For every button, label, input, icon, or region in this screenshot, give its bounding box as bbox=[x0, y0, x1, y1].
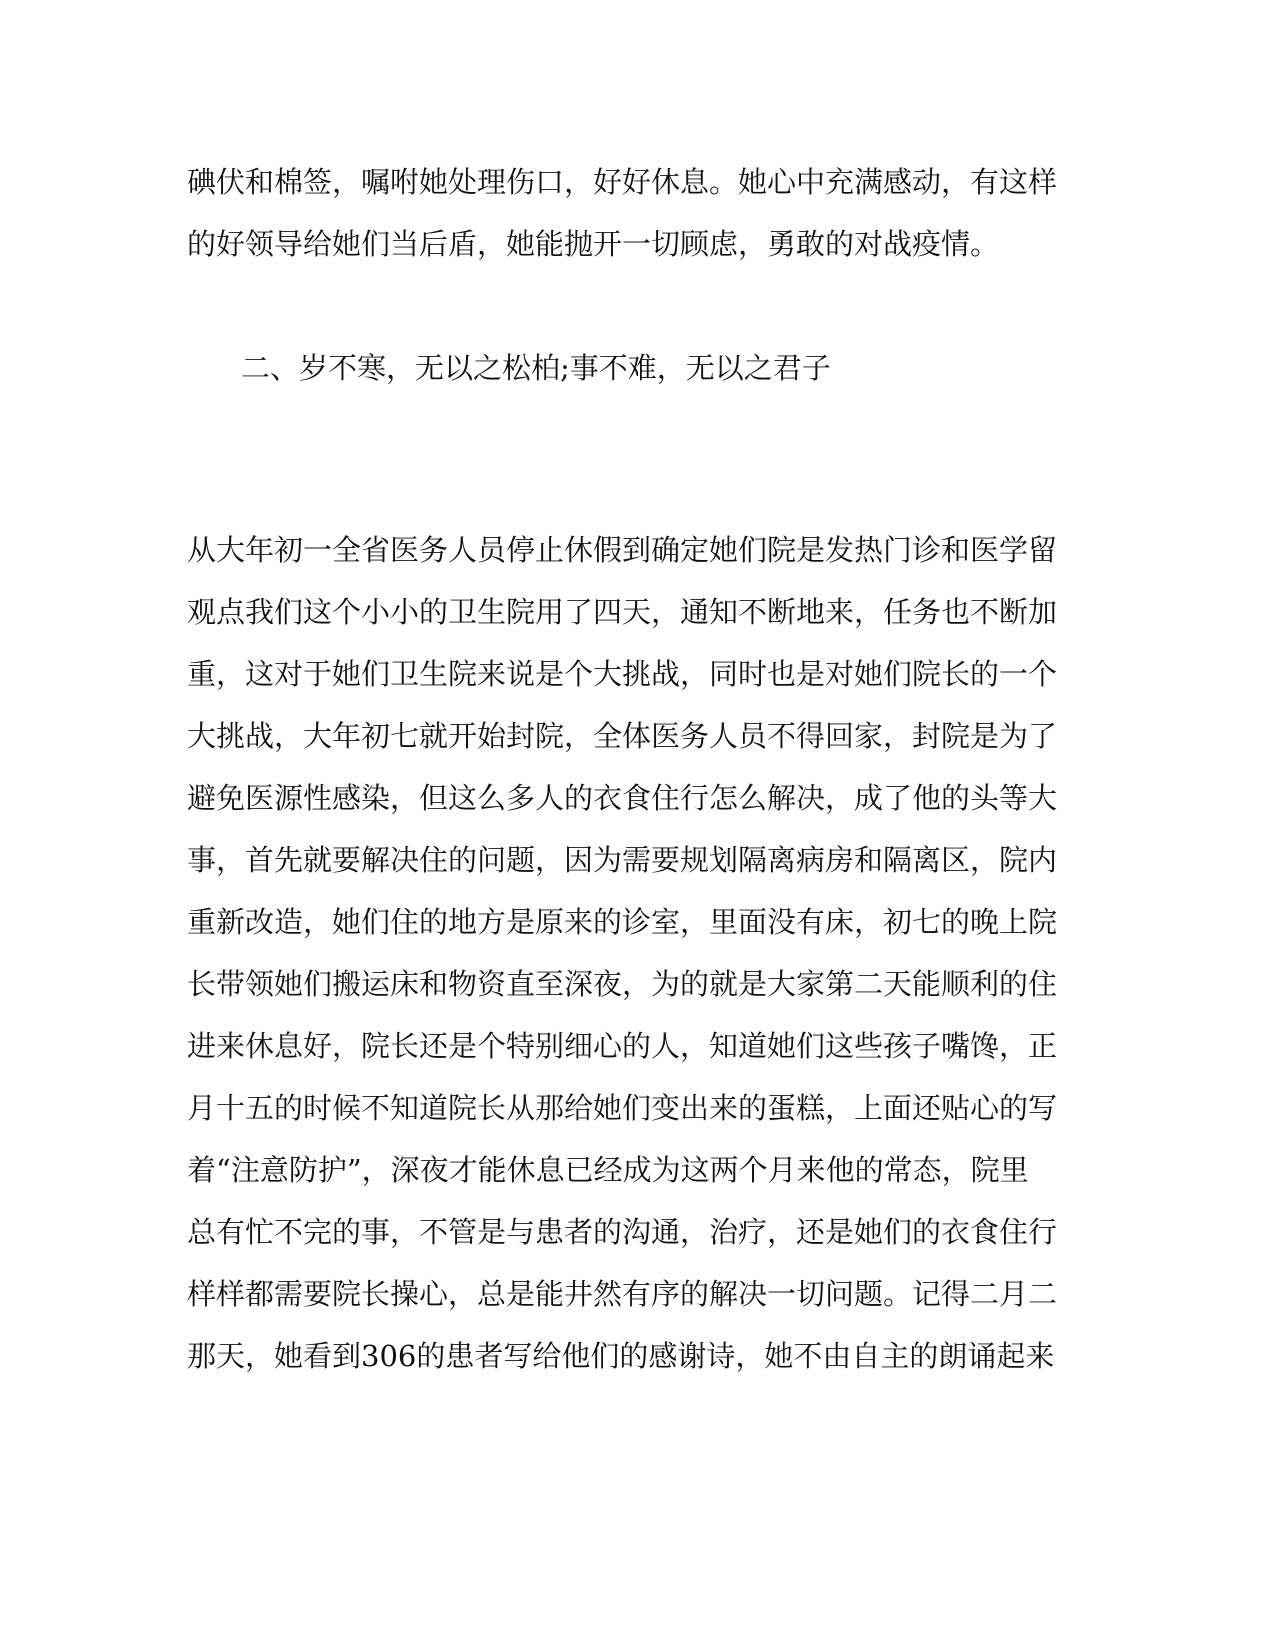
paragraph-2-line-7: 重新改造，她们住的地方是原来的诊室，里面没有床，初七的晚上院 bbox=[187, 905, 1058, 939]
paragraph-2-line-4: 大挑战，大年初七就开始封院，全体医务人员不得回家，封院是为了 bbox=[187, 719, 1058, 753]
paragraph-1-line-1: 碘伏和棉签，嘱咐她处理伤口，好好休息。她心中充满感动，有这样 bbox=[187, 165, 1058, 199]
section-heading: 二、岁不寒，无以之松柏;事不难，无以之君子 bbox=[241, 351, 831, 385]
paragraph-2-line-5: 避免医源性感染，但这么多人的衣食住行怎么解决，成了他的头等大 bbox=[187, 781, 1058, 815]
paragraph-2-line-13: 样样都需要院长操心，总是能井然有序的解决一切问题。记得二月二 bbox=[187, 1277, 1058, 1311]
paragraph-2-line-12: 总有忙不完的事，不管是与患者的沟通，治疗，还是她们的衣食住行 bbox=[187, 1215, 1058, 1249]
paragraph-2-line-2: 观点我们这个小小的卫生院用了四天，通知不断地来，任务也不断加 bbox=[187, 595, 1058, 629]
paragraph-2-line-10: 月十五的时候不知道院长从那给她们变出来的蛋糕，上面还贴心的写 bbox=[187, 1091, 1058, 1125]
paragraph-2-line-14: 那天，她看到306的患者写给他们的感谢诗，她不由自主的朗诵起来 bbox=[187, 1339, 1055, 1373]
paragraph-2-line-1: 从大年初一全省医务人员停止休假到确定她们院是发热门诊和医学留 bbox=[187, 533, 1058, 567]
paragraph-1-line-2: 的好领导给她们当后盾，她能抛开一切顾虑，勇敢的对战疫情。 bbox=[187, 227, 1000, 261]
paragraph-2-line-8: 长带领她们搬运床和物资直至深夜，为的就是大家第二天能顺利的住 bbox=[187, 967, 1058, 1001]
paragraph-2-line-6: 事，首先就要解决住的问题，因为需要规划隔离病房和隔离区，院内 bbox=[187, 843, 1058, 877]
paragraph-2-line-11: 着“注意防护”，深夜才能休息已经成为这两个月来他的常态，院里 bbox=[187, 1153, 1029, 1187]
paragraph-2-line-3: 重，这对于她们卫生院来说是个大挑战，同时也是对她们院长的一个 bbox=[187, 657, 1058, 691]
paragraph-2-line-9: 进来休息好，院长还是个特别细心的人，知道她们这些孩子嘴馋，正 bbox=[187, 1029, 1058, 1063]
